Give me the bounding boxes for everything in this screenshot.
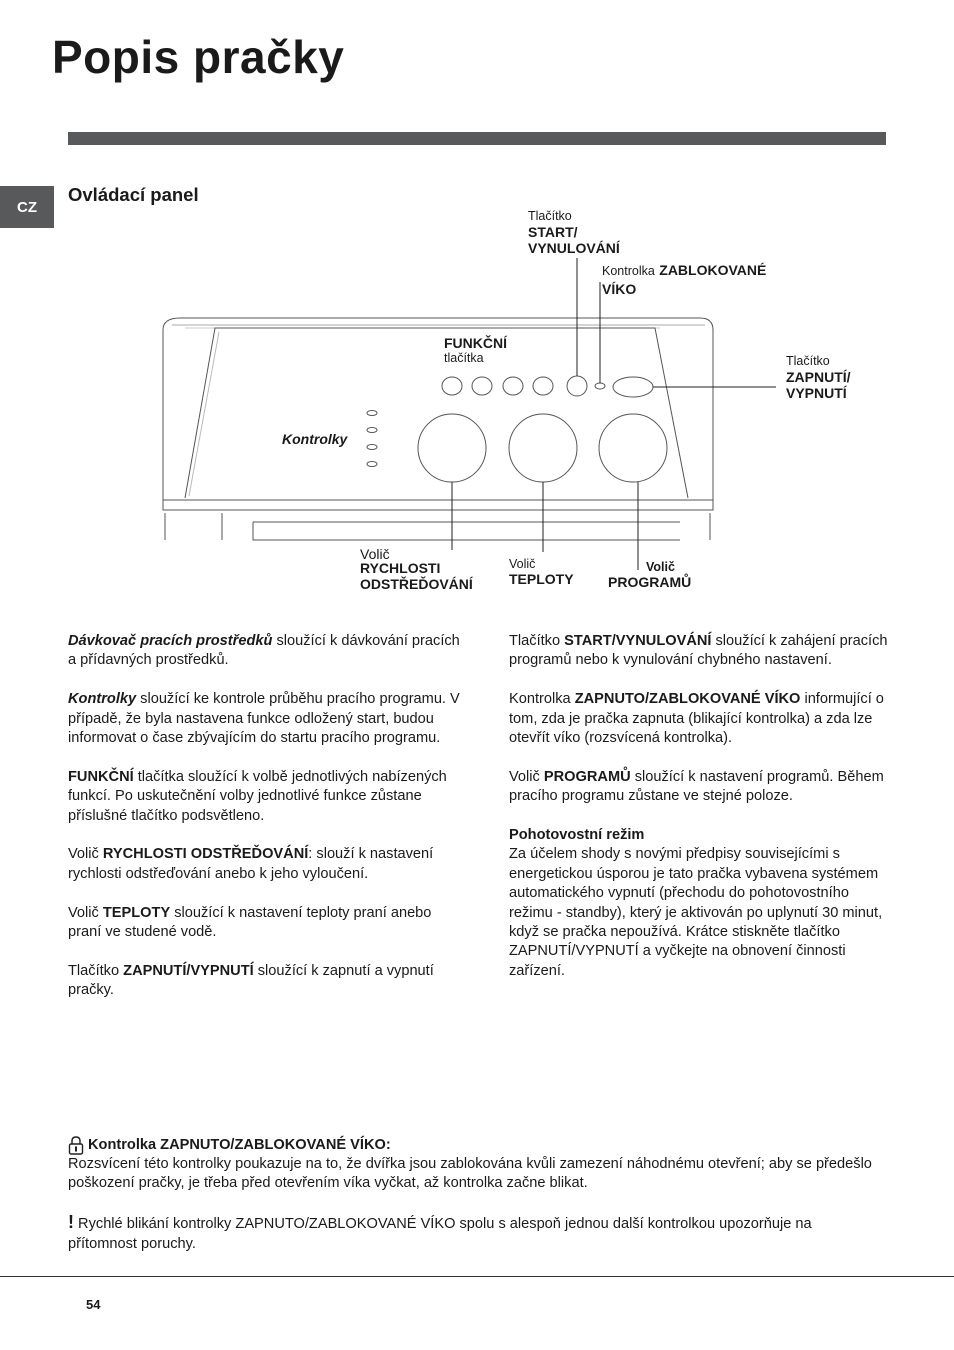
paragraph-programs (509, 768, 889, 807)
paragraph-start-reset (509, 632, 889, 671)
on-off-label-line1: ZAPNUTÍ/ (786, 369, 851, 385)
page-number: 54 (86, 1297, 101, 1312)
programs-text: sloužící k nastavení programů. Během pracího programu zůstane ve stejné poloze. (509, 768, 884, 805)
function-buttons-label-line2: tlačítka (444, 351, 484, 365)
temperature-text: sloužící k nastavení teploty praní anebo praní ve studené vodě. (68, 904, 432, 941)
temperature-label-line1: TEPLOTY (509, 571, 574, 587)
paragraph-function-buttons (68, 768, 468, 826)
detergent-dispenser-text: sloužící k dávkování pracích a přídavných prostředků. (68, 633, 460, 669)
function-buttons-term: FUNKČNÍ (68, 768, 134, 785)
control-panel-diagram (0, 0, 954, 620)
spin-speed-pre: Volič (68, 846, 103, 863)
start-reset-text: sloužící k zahájení pracích programů nebo k vynulování chybného nastavení. (509, 633, 888, 669)
paragraph-spin-speed (68, 845, 468, 884)
section-title: Ovládací panel (68, 184, 199, 205)
temperature-label-prefix: Volič (509, 557, 536, 571)
paragraph-indicators (68, 690, 468, 748)
lock-icon (68, 1135, 84, 1155)
note-heading: Kontrolka ZAPNUTO/ZABLOKOVANÉ VÍKO: (88, 1136, 391, 1153)
language-tab: CZ (0, 186, 54, 228)
lid-lamp-term: ZAPNUTO/ZABLOKOVANÉ VÍKO (574, 691, 801, 708)
spin-speed-label-prefix: Volič (360, 546, 390, 562)
function-buttons-text: tlačítka sloužící k volbě jednotlivých nabízených funkcí. Po uskutečnění volby jednotlivé funkce zůstane příslušné tlačítko podsvětleno. (68, 768, 447, 824)
on-off-text: sloužící k zapnutí a vypnutí pračky. (68, 962, 434, 999)
left-column (68, 632, 468, 1020)
start-reset-pre: Tlačítko (509, 633, 565, 649)
paragraph-detergent-dispenser (68, 632, 468, 671)
paragraph-temperature (68, 904, 468, 943)
indicators-text: sloužící ke kontrole průběhu pracího programu. V případě, že byla nastavena funkce odložený start, budou informovat o čase zbývajícím do startu pracího programu. (68, 691, 460, 747)
lid-locked-label (602, 262, 766, 280)
lid-lamp-pre: Kontrolka (509, 691, 575, 708)
footer-rule (0, 1276, 954, 1277)
standby-heading: Pohotovostní režim (509, 827, 645, 844)
detergent-dispenser-term: Dávkovač pracích prostředků (68, 633, 273, 649)
right-column (509, 632, 889, 1001)
start-reset-label-line1: START/ (528, 224, 578, 240)
indicators-label: Kontrolky (282, 431, 348, 447)
programs-label-prefix: Volič (646, 560, 675, 574)
programs-term: PROGRAMŮ (543, 768, 631, 785)
temperature-pre: Volič (68, 904, 103, 921)
lid-locked-line1: ZABLOKOVANÉ (659, 262, 767, 278)
warning-icon: ! (68, 1212, 74, 1233)
note-text-1: Rozsvícení této kontrolky poukazuje na to, že dvířka jsou zablokována kvůli zamezení náhodnému otevření; aby se předešlo poškození pračky, je třeba před otevřením víka vyčkat, až kontrolka začne blikat. (68, 1156, 872, 1192)
on-off-term: ZAPNUTÍ/VYPNUTÍ (123, 962, 254, 979)
on-off-label-line2: VYPNUTÍ (786, 385, 847, 401)
on-off-pre: Tlačítko (68, 962, 124, 979)
note-warning (68, 1213, 878, 1254)
start-reset-label-line2: VYNULOVÁNÍ (528, 240, 620, 256)
temperature-term: TEPLOTY (102, 904, 171, 921)
function-buttons-label-line1: FUNKČNÍ (444, 335, 507, 351)
programs-label-line1: PROGRAMŮ (608, 574, 692, 590)
spin-speed-label-line2: ODSTŘEĎOVÁNÍ (360, 576, 473, 592)
spin-speed-text: : slouží k nastavení rychlosti odstřeďování anebo k jeho vyloučení. (68, 846, 434, 882)
lid-locked-prefix: Kontrolka (602, 264, 655, 278)
start-reset-term: START/VYNULOVÁNÍ (564, 633, 712, 649)
spin-speed-label-line1: RYCHLOSTI (360, 560, 441, 576)
lid-locked-line2: VÍKO (602, 281, 637, 297)
lid-lamp-note (68, 1135, 878, 1273)
note-text-2: Rychlé blikání kontrolky ZAPNUTO/ZABLOKOVANÉ VÍKO spolu s alespoň jednou další kontrolkou upozorňuje na přítomnost poruchy. (68, 1216, 812, 1252)
start-reset-label-prefix: Tlačítko (528, 209, 572, 223)
on-off-label-prefix: Tlačítko (786, 354, 830, 368)
programs-pre: Volič (509, 768, 544, 785)
spin-speed-term: RYCHLOSTI ODSTŘEĎOVÁNÍ (102, 846, 309, 863)
note-heading-row (68, 1135, 878, 1155)
paragraph-on-off (68, 962, 468, 1001)
page-title: Popis pračky (52, 31, 345, 83)
indicators-term: Kontrolky (68, 691, 137, 708)
standby-text: Za účelem shody s novými předpisy souvisejícími s energetickou úsporou je tato pračka vybavena systémem automatického vypnutí (přechodu do pohotovostního režimu - standby), který je aktivován po uplynutí 30 minut, když se pračka nepoužívá. Krátce stiskněte tlačítko ZAPNUTÍ/VYPNUTÍ a vyčkejte na obnovení činnosti zařízení. (509, 846, 883, 979)
lid-lamp-text: informující o tom, zda je pračka zapnuta (blikající kontrolka) a zda lze otevřít víko (rozsvícená kontrolka). (509, 691, 884, 747)
paragraph-lid-lamp (509, 690, 889, 748)
